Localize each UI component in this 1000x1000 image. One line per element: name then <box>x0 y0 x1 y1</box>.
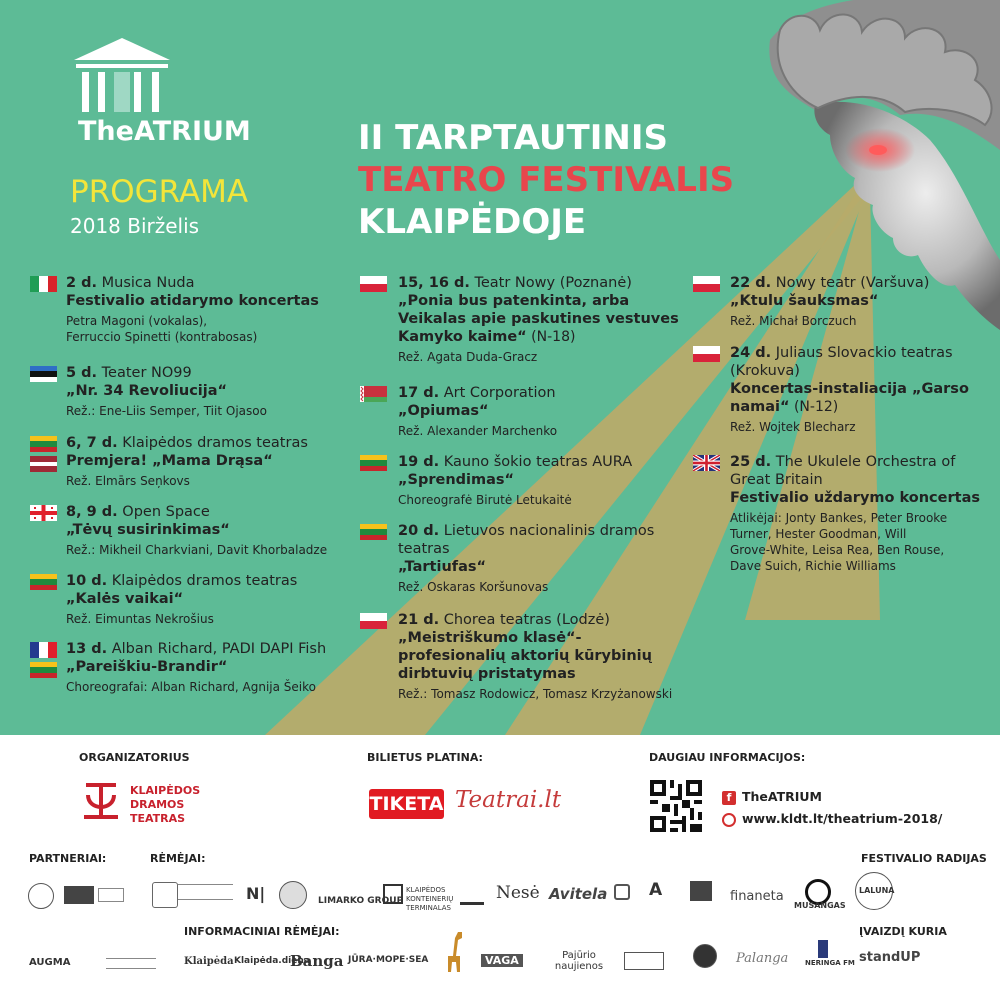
event-title-line <box>66 658 366 676</box>
event-title: „Pareiškiu-Brandir“ <box>66 659 228 675</box>
event-item <box>398 384 688 439</box>
program-title: PROGRAMA <box>70 174 249 210</box>
event-age-rating: (N-12) <box>789 399 839 415</box>
facebook-text: TheATRIUM <box>742 789 822 804</box>
event-credits: Petra Magoni (vokalas), <box>66 314 208 328</box>
event-heading <box>398 274 688 292</box>
event-title-line <box>66 292 366 310</box>
event-heading <box>398 453 688 471</box>
event-item <box>398 522 688 595</box>
event-heading <box>730 274 992 292</box>
event-organizer: Chorea teatras (Lodzė) <box>443 612 610 628</box>
event-organizer: Lietuvos nacionalinis dramos teatras <box>398 523 655 557</box>
event-organizer: Art Corporation <box>443 385 556 401</box>
event-title: „Tartiufas“ <box>398 559 487 575</box>
organizer-name-line3: TEATRAS <box>130 812 186 825</box>
event-credits: Rež.: Mikheil Charkviani, Davit Khorbaladze <box>66 543 328 557</box>
banga-logo: Banga <box>290 952 344 970</box>
media-round-logo <box>693 944 717 968</box>
event-title-line <box>398 629 688 683</box>
latvia-flag <box>30 456 57 472</box>
event-date: 15, 16 d. <box>398 275 470 291</box>
giraffe-icon <box>444 930 466 974</box>
event-organizer: Teater NO99 <box>101 365 192 381</box>
qr-code-icon[interactable] <box>650 780 702 832</box>
standup-logo: standUP <box>859 950 921 965</box>
event-credits: Atlikėjai: Jonty Bankes, Peter Brooke <box>730 511 948 525</box>
website-text: www.kldt.lt/theatrium-2018/ <box>742 811 943 826</box>
event-organizer: Kauno šokio teatras AURA <box>443 454 633 470</box>
lithuania-flag <box>30 436 57 452</box>
event-organizer: Alban Richard, PADI DAPI Fish <box>111 641 327 657</box>
event-credits: Rež.: Tomasz Rodowicz, Tomasz Krzyżanowski <box>398 687 673 701</box>
event-title-line <box>66 590 366 608</box>
event-title-line <box>730 489 992 507</box>
event-title-line <box>66 521 366 539</box>
event-heading <box>398 522 688 558</box>
event-credits: Rež. Michał Borczuch <box>730 314 857 328</box>
event-organizer: Teatr Nowy (Poznanė) <box>474 275 632 291</box>
sponsors-label: RĖMĖJAI: <box>150 852 206 865</box>
event-item <box>730 274 992 329</box>
italy-flag <box>30 276 57 292</box>
event-organizer: Open Space <box>122 504 210 520</box>
lithuania-flag <box>360 524 387 540</box>
event-item <box>730 453 992 574</box>
event-date: 25 d. <box>730 454 772 470</box>
event-date: 13 d. <box>66 641 108 657</box>
event-item <box>398 453 688 508</box>
event-title-line <box>398 292 688 346</box>
info-label: DAUGIAU INFORMACIJOS: <box>649 751 806 764</box>
event-credits: Choreografė Birutė Letukaitė <box>398 493 572 507</box>
event-heading <box>398 384 688 402</box>
vaga-logo: VAGA <box>481 954 523 967</box>
event-credits: Dave Suich, Richie Williams <box>730 559 896 573</box>
kdt-logo-icon <box>80 781 122 821</box>
event-credits: Turner, Hester Goodman, Will <box>730 527 907 541</box>
partner-logo-small <box>98 888 124 902</box>
event-date: 24 d. <box>730 345 772 361</box>
event-heading <box>66 364 366 382</box>
augma-logo: AUGMA <box>29 957 71 968</box>
event-date: 6, 7 d. <box>66 435 118 451</box>
event-organizer: The Ukulele Orchestra of Great Britain <box>730 454 956 488</box>
neringa-icon <box>818 940 828 958</box>
ministry-text-logo <box>178 884 233 900</box>
nese-logo: Nesė <box>496 883 540 903</box>
globe-icon <box>722 813 736 827</box>
palanga-logo: Palanga <box>736 951 789 966</box>
event-item <box>398 611 688 702</box>
event-title: „Tėvų susirinkimas“ <box>66 522 230 538</box>
event-title: „Ktulu šauksmas“ <box>730 293 879 309</box>
event-credits: Choreografai: Alban Richard, Agnija Šeiko <box>66 680 316 694</box>
tickets-label: BILIETUS PLATINA: <box>367 751 483 764</box>
event-item <box>66 434 366 489</box>
shipyard-logo <box>460 880 484 905</box>
klaipeda-logo: Klaipėda <box>184 956 234 967</box>
event-title-line <box>66 382 366 400</box>
organizer-label: ORGANIZATORIUS <box>79 751 190 764</box>
pajurio-naujienos-logo: Pajūrio naujienos <box>554 950 604 972</box>
event-heading <box>66 640 366 658</box>
event-title: „Ponia bus patenkinta, arba Veikalas apie paskutines vestuves Kamyko kaime“ <box>398 293 679 345</box>
organizer-name <box>130 784 200 826</box>
laluna-logo: LALUNA <box>859 886 895 895</box>
poland-flag <box>693 276 720 292</box>
georgia-flag <box>30 505 57 521</box>
poland-flag <box>360 613 387 629</box>
event-date: 2 d. <box>66 275 98 291</box>
facebook-icon: f <box>722 791 736 805</box>
event-title: Festivalio uždarymo koncertas <box>730 490 980 506</box>
image-label: ĮVAIZDĮ KURIA <box>859 925 947 938</box>
event-title-line <box>398 558 688 576</box>
event-credits: Rež. Wojtek Blecharz <box>730 420 856 434</box>
event-heading <box>66 274 366 292</box>
event-heading <box>66 503 366 521</box>
radio-label: FESTIVALIO RADIJAS <box>861 852 987 865</box>
neringa-fm-logo: NERINGA FM <box>805 959 855 967</box>
event-credits: Rež. Agata Duda-Gracz <box>398 350 538 364</box>
event-item <box>66 503 366 558</box>
event-credits: Rež. Oskaras Koršunovas <box>398 580 549 594</box>
event-item <box>730 344 992 435</box>
partners-label: PARTNERIAI: <box>29 852 107 865</box>
event-date: 5 d. <box>66 365 98 381</box>
estonia-flag <box>30 366 57 382</box>
leidykla-logo <box>690 881 712 901</box>
event-date: 8, 9 d. <box>66 504 118 520</box>
event-heading <box>66 434 366 452</box>
event-date: 21 d. <box>398 612 440 628</box>
festival-title-line2: TEATRO FESTIVALIS <box>358 160 735 200</box>
event-date: 10 d. <box>66 573 108 589</box>
event-date: 22 d. <box>730 275 772 291</box>
brand-name: TheATRIUM <box>78 116 251 147</box>
festival-title-line1: II TARPTAUTINIS <box>358 118 668 158</box>
avitela-logo: Avitela <box>549 885 608 903</box>
klaipeda-diena-logo: Klaipėda.diena <box>234 956 310 966</box>
event-title: „Meistriškumo klasė“- profesionalių aktorių kūrybinių dirbtuvių pristatymas <box>398 630 652 682</box>
event-title: Koncertas-instaliacija „Garso namai“ <box>730 381 969 415</box>
event-item <box>66 274 366 345</box>
event-credits: Rež. Eimuntas Nekrošius <box>66 612 214 626</box>
event-organizer: Klaipėdos dramos teatras <box>111 573 298 589</box>
media-logo-small <box>106 958 156 969</box>
theatrium-logo <box>72 38 242 116</box>
lithuania-flag <box>360 455 387 471</box>
event-age-rating: (N-18) <box>526 329 576 345</box>
event-title: „Nr. 34 Revoliucija“ <box>66 383 228 399</box>
event-title: Festivalio atidarymo koncertas <box>66 293 319 309</box>
anselmo-logo: A <box>649 880 663 900</box>
france-flag <box>30 642 57 658</box>
partner-seal-logo <box>28 883 54 909</box>
tiketa-logo[interactable]: TIKETA <box>369 789 444 819</box>
event-heading <box>730 344 992 380</box>
event-item <box>66 572 366 627</box>
teatrai-logo[interactable]: Teatrai.lt <box>455 787 562 813</box>
event-date: 20 d. <box>398 523 440 539</box>
media-logo-box <box>624 952 664 970</box>
limarko-logo: LIMARKO GROUP <box>318 896 404 906</box>
belarus-flag <box>360 386 387 402</box>
organizer-name-line2: DRAMOS <box>130 798 185 811</box>
event-organizer: Juliaus Slovackio teatras (Krokuva) <box>730 345 953 379</box>
facebook-link[interactable] <box>722 789 822 805</box>
event-item <box>66 640 366 695</box>
program-subtitle: 2018 Birželis <box>70 214 200 238</box>
event-item <box>66 364 366 419</box>
uk-flag <box>693 455 720 471</box>
event-credits: Rež. Alexander Marchenko <box>398 424 558 438</box>
poland-flag <box>360 276 387 292</box>
event-title-line <box>66 452 366 470</box>
event-title: „Kalės vaikai“ <box>66 591 184 607</box>
event-date: 19 d. <box>398 454 440 470</box>
event-heading <box>398 611 688 629</box>
event-title: Premjera! „Mama Drąsa“ <box>66 453 273 469</box>
festival-title-line3: KLAIPĖDOJE <box>358 202 587 242</box>
event-title-line <box>398 471 688 489</box>
event-credits: Rež. Elmārs Seņkovs <box>66 474 190 488</box>
event-credits: Grove-White, Leisa Rea, Ben Rouse, <box>730 543 945 557</box>
organizer-name-line1: KLAIPĖDOS <box>130 784 201 797</box>
klaipedos-konteineriu-icon <box>383 884 403 904</box>
ministry-crest-logo <box>152 882 178 908</box>
website-link[interactable] <box>722 811 942 827</box>
nl-logo: N| <box>246 884 266 903</box>
event-title: „Opiumas“ <box>398 403 489 419</box>
event-title-line <box>398 402 688 420</box>
temple-icon <box>72 38 172 116</box>
event-title-line <box>730 380 992 416</box>
jura-more-sea-logo: JŪRA·MOPE·SEA <box>348 955 429 965</box>
event-date: 17 d. <box>398 385 440 401</box>
media-label: INFORMACINIAI RĖMĖJAI: <box>184 925 340 938</box>
finaneta-logo: finaneta <box>730 889 784 904</box>
event-organizer: Klaipėdos dramos teatras <box>122 435 308 451</box>
partner-logo-dark <box>64 886 94 904</box>
event-title-line <box>730 292 992 310</box>
musangas-logo: MUSANGAS <box>794 901 846 910</box>
statue-eye <box>869 145 887 155</box>
lithuania-flag <box>30 574 57 590</box>
event-title: „Sprendimas“ <box>398 472 515 488</box>
event-item <box>398 274 688 365</box>
event-organizer: Nowy teatr (Varšuva) <box>775 275 930 291</box>
lithuania-flag <box>30 662 57 678</box>
round-seal-logo <box>279 881 307 909</box>
event-heading <box>66 572 366 590</box>
event-heading <box>730 453 992 489</box>
event-credits: Rež.: Ene-Liis Semper, Tiit Ojasoo <box>66 404 267 418</box>
poland-flag <box>693 346 720 362</box>
event-organizer: Musica Nuda <box>101 275 195 291</box>
event-credits: Ferruccio Spinetti (kontrabosas) <box>66 330 258 344</box>
mi-logo <box>614 884 630 900</box>
klaipedos-konteineriu-logo: KLAIPĖDOS KONTEINERIŲ TERMINALAS <box>406 886 454 912</box>
